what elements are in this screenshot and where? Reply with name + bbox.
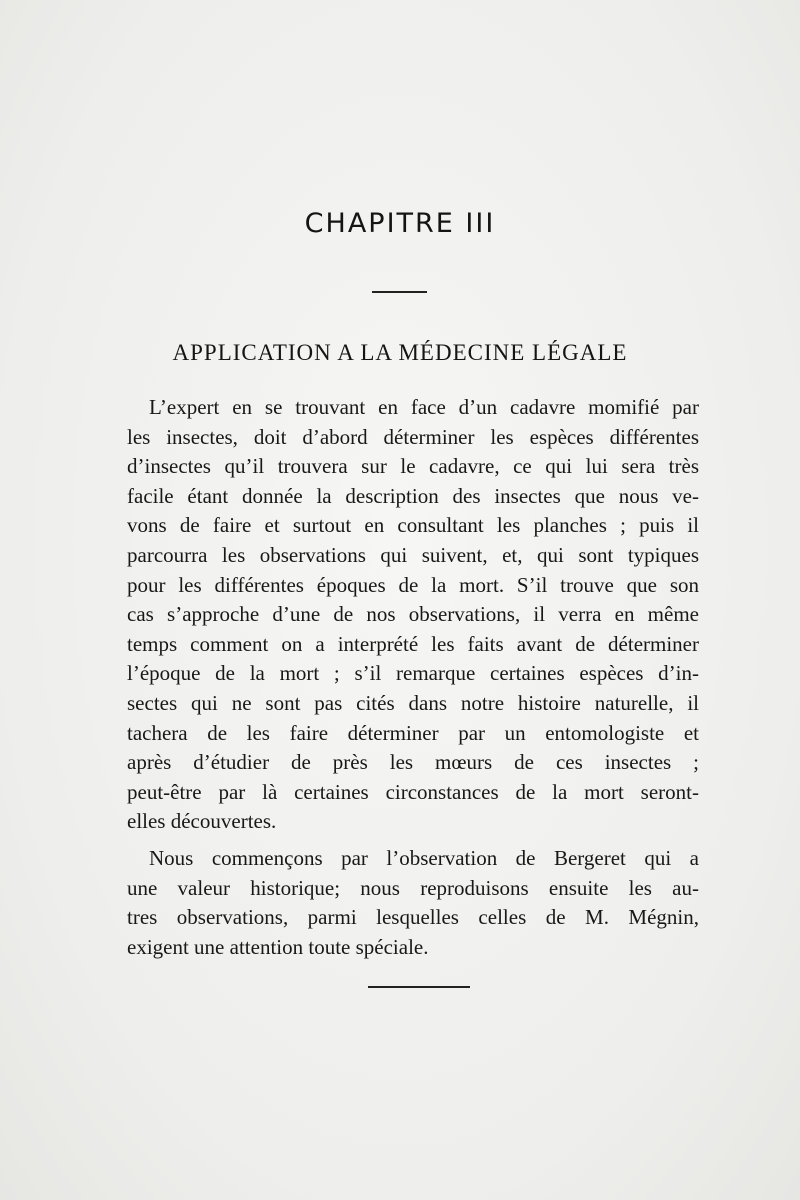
text-line: L’expert en se trouvant en face d’un cadavre momifié par: [149, 395, 699, 419]
text-line: après d’étudier de près les mœurs de ces insectes ;: [127, 750, 699, 775]
text-line: parcourra les observations qui suivent, et, qui sont typiques: [127, 542, 699, 567]
paragraph-1: [127, 393, 699, 837]
bottom-divider-rule: [368, 986, 470, 988]
text-line: les insectes, doit d’abord déterminer les espèces différentes: [127, 424, 699, 449]
text-line: l’époque de la mort ; s’il remarque certaines espèces d’in-: [127, 661, 699, 686]
chapter-heading: CHAPITRE III: [304, 208, 496, 239]
text-line: exigent une attention toute spéciale.: [127, 934, 429, 959]
text-line: elles découvertes.: [127, 809, 277, 834]
top-divider-rule: [372, 291, 427, 293]
section-title: APPLICATION A LA MÉDECINE LÉGALE: [172, 340, 628, 365]
text-line: d’insectes qu’il trouvera sur le cadavre, ce qui lui sera très: [127, 454, 699, 479]
text-line: pour les différentes époques de la mort. S’il trouve que son: [127, 572, 699, 597]
paragraph-gap: [127, 837, 699, 844]
text-line: une valeur historique; nous reproduisons ensuite les au-: [127, 875, 699, 900]
body-text: [127, 393, 699, 962]
text-line: cas s’approche d’une de nos observations, il verra en même: [127, 602, 699, 627]
text-line: tachera de les faire déterminer par un entomologiste et: [127, 720, 699, 745]
text-line: facile étant donnée la description des insectes que nous ve-: [127, 483, 699, 508]
paragraph-2: [127, 844, 699, 962]
text-line: temps comment on a interprété les faits avant de déterminer: [127, 631, 699, 656]
text-line: sectes qui ne sont pas cités dans notre histoire naturelle, il: [127, 690, 699, 715]
text-line: Nous commençons par l’observation de Bergeret qui a: [149, 845, 699, 870]
text-line: peut-être par là certaines circonstances de la mort seront-: [127, 779, 699, 804]
text-line: vons de faire et surtout en consultant les planches ; puis il: [127, 513, 699, 538]
text-line: tres observations, parmi lesquelles celles de M. Mégnin,: [127, 905, 699, 930]
